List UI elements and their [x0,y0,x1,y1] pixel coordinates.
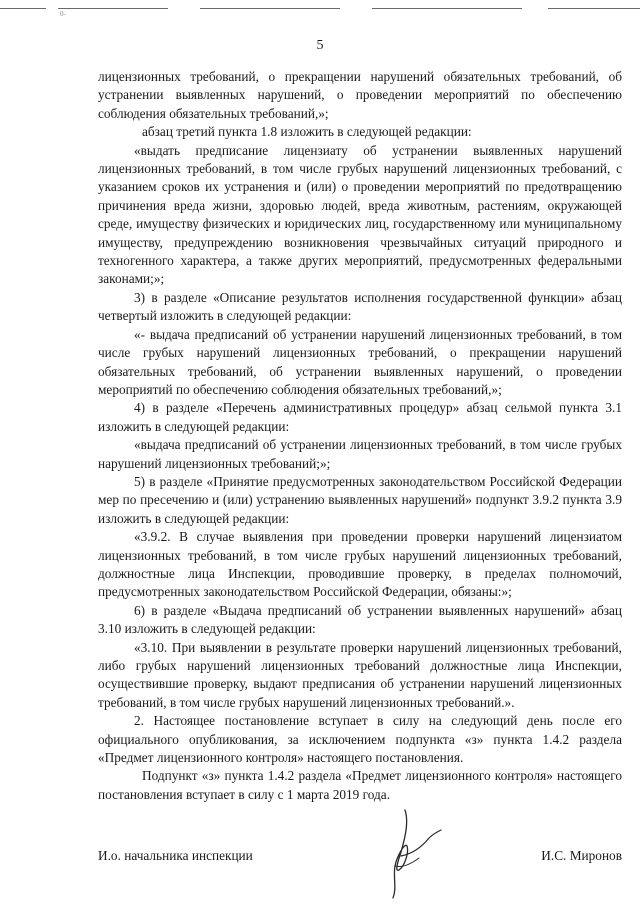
paragraph: 2. Настоящее постановление вступает в силу на следующий день после его официального опубликования, за исключением подпункта «з» пункта 1.4.2 раздела «Предмет лицензионного контроля» настоящего постановления. [98,713,622,766]
paragraph: «выдача предписаний об устранении лицензионных требований, в том числе грубых нарушений лицензионных требований;»; [98,437,622,471]
scan-border-line [0,8,46,9]
scan-border-line [200,8,340,9]
signatory-title: И.о. начальника инспекции [98,848,253,863]
paragraph: Подпункт «з» пункта 1.4.2 раздела «Предмет лицензионного контроля» настоящего постановления вступает в силу с 1 марта 2019 года. [98,768,622,802]
paragraph: «выдать предписание лицензиату об устранении выявленных нарушений лицензионных требований, в том числе грубых нарушений лицензионных требований, с указанием сроков их устранения и (или) о проведении мероприятий по предотвращению причинения вреда жизни, здоровью людей, вреда животным, растениям, окружающей среде, имуществу физических и юридических лиц, государственному или муниципальному имуществу, предупреждению возникновения чрезвычайных ситуаций природного и техногенного характера, а также других мероприятий, предусмотренных федеральными законами;»; [98,142,622,287]
scan-border-line [548,8,640,9]
document-body [98,68,622,804]
paragraph: 4) в разделе «Перечень административных процедур» абзац сельмой пункта 3.1 изложить в следующей редакции: [98,400,622,434]
paragraph: «3.10. При выявлении в результате проверки нарушений лицензионных требований, либо грубых нарушений лицензионных требований должностные лица Инспекции, осуществившие проверку, выдают предписания об устранении нарушений лицензионных требований, в том числе грубых нарушений лицензионных требований.». [98,639,622,710]
scan-mark: 0- [60,10,66,18]
paragraph: абзац третий пункта 1.8 изложить в следующей редакции: [142,124,472,140]
page-number: 5 [316,38,324,53]
scan-border-line [58,8,168,9]
handwritten-signature [375,808,445,900]
paragraph: 3) в разделе «Описание результатов исполнения государственной функции» абзац четвертый изложить в следующей редакции: [98,289,622,324]
signatory-name: И.С. Миронов [541,848,622,863]
paragraph: «- выдача предписаний об устранении нарушений лицензионных требований, в том числе грубых нарушений лицензионных требований, о прекращении нарушений обязательных требований, об устранении выявленных нарушений, о проведении мероприятий по обеспечению соблюдения обязательных требований,»; [98,326,622,397]
paragraph: 5) в разделе «Принятие предусмотренных законодательством Российской Федерации мер по пресечению и (или) устранению выявленных нарушений» подпункт 3.9.2 пункта 3.9 изложить в следующей редакции: [98,473,622,526]
paragraph: «3.9.2. В случае выявления при проведении проверки нарушений лицензиатом лицензионных требований, в том числе грубых нарушений лицензионных требований, должностные лица Инспекции, проводившие проверку, в пределах полномочий, предусмотренных законодательством Российской Федерации, обязаны:»; [98,529,622,600]
paragraph: лицензионных требований, о прекращении нарушений обязательных требований, об устранении выявленных нарушений, о проведении мероприятий по обеспечению соблюдения обязательных требований,»; [98,69,622,121]
paragraph: 6) в разделе «Выдача предписаний об устранении выявленных нарушений» абзац 3.10 изложить в следующей редакции: [98,602,622,637]
scan-border-line [372,8,522,9]
